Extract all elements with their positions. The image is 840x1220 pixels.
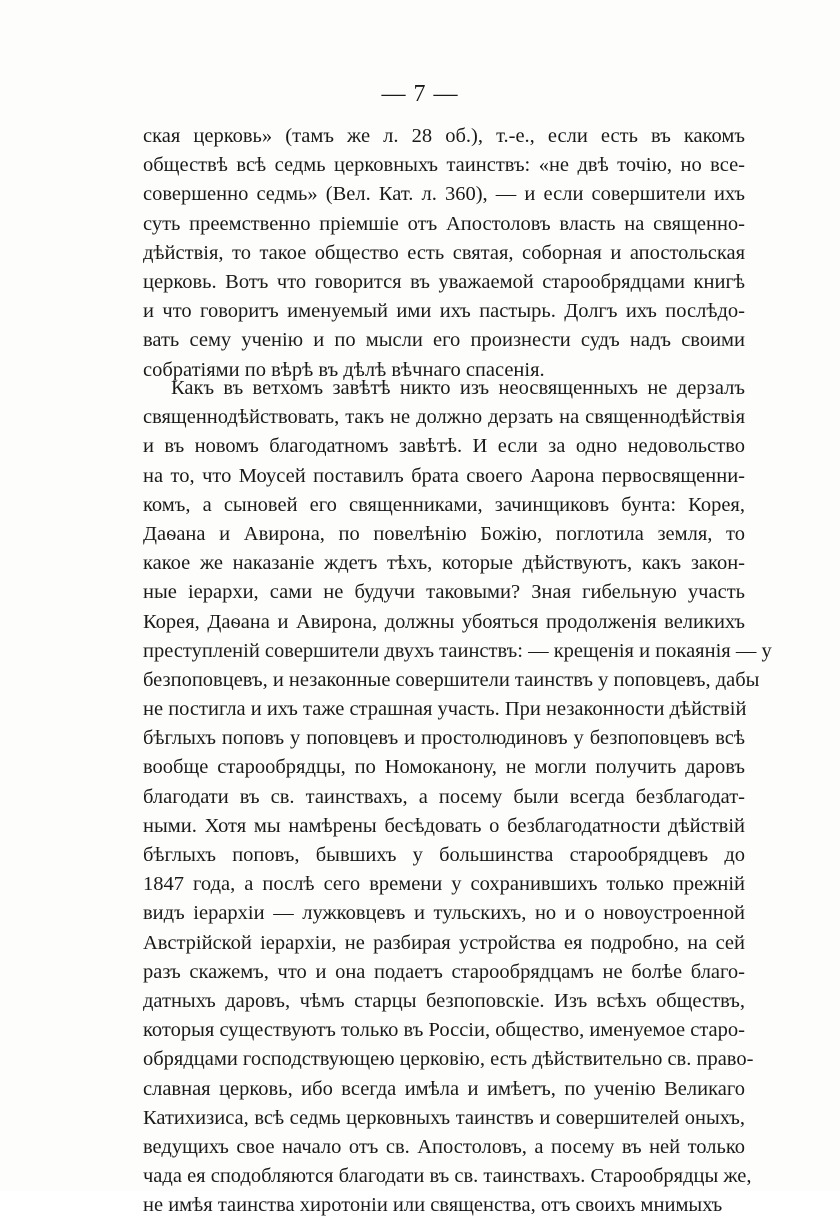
text-line: ведущихъ свое начало отъ св. Апостоловъ, а посему въ ней только bbox=[143, 1135, 745, 1158]
text-line: которыя существуютъ только въ Россіи, общество, именуемое старо- bbox=[143, 1019, 745, 1042]
text-line: комъ, а сыновей его священниками, зачинщиковъ бунта: Корея, bbox=[143, 493, 745, 516]
text-line: суть преемственно пріемшіе отъ Апостоловъ власть на священно- bbox=[143, 212, 745, 235]
text-line: Какъ въ ветхомъ завѣтѣ никто изъ неосвященныхъ не дерзалъ bbox=[171, 377, 745, 399]
text-line: ными. Хотя мы намѣрены бесѣдовать о безблагодатности дѣйствій bbox=[143, 814, 745, 837]
text-line: священнодѣйствовать, такъ не должно дерзать на священнодѣйствія bbox=[143, 406, 745, 429]
text-line: обществѣ всѣ седмь церковныхъ таинствъ: «не двѣ точію, но все- bbox=[143, 154, 745, 177]
text-line: и что говоритъ именуемый ими ихъ пастырь. Долгъ ихъ послѣдо- bbox=[143, 300, 745, 323]
text-line: Катихизиса, всѣ седмь церковныхъ таинствъ и совершителей оныхъ, bbox=[143, 1106, 745, 1129]
text-line: на то, что Моусей поставилъ брата своего Аарона первосвященни- bbox=[143, 464, 745, 487]
text-line: Австрійской іерархіи, не разбирая устройства ея подробно, на сей bbox=[143, 931, 745, 954]
text-line: Корея, Даѳана и Авирона, должны убояться продолженія великихъ bbox=[143, 610, 745, 633]
text-line: дѣйствія, то такое общество есть святая, соборная и апостольская bbox=[143, 241, 745, 264]
paragraph-continuation bbox=[143, 122, 745, 385]
text-line: совершенно седмь» (Вел. Кат. л. 360), — и если совершители ихъ bbox=[143, 183, 745, 206]
text-line: разъ скажемъ, что и она подаетъ старообрядцамъ не болѣе благо- bbox=[143, 960, 745, 983]
page-number: — 7 — bbox=[381, 81, 459, 107]
text-line: ные іерархи, сами не будучи таковыми? Зная гибельную участь bbox=[143, 581, 745, 604]
text-line: вать сему ученію и по мысли его произнести судъ надъ своими bbox=[143, 329, 745, 352]
text-line: 1847 года, а послѣ сего времени у сохранившихъ только прежній bbox=[143, 873, 745, 896]
text-line: датныхъ даровъ, чѣмъ старцы безпоповскіе. Изъ всѣхъ обществъ, bbox=[143, 989, 745, 1012]
text-line: какое же наказаніе ждетъ тѣхъ, которые дѣйствуютъ, какъ закон- bbox=[143, 552, 745, 575]
text-line: церковь. Вотъ что говорится въ уважаемой старообрядцами книгѣ bbox=[143, 270, 745, 293]
text-line: бѣглыхъ поповъ у поповцевъ и простолюдиновъ у безпоповцевъ всѣ bbox=[143, 727, 745, 750]
text-line: вообще старообрядцы, по Номоканону, не могли получить даровъ bbox=[143, 756, 745, 779]
text-line: благодати въ св. таинствахъ, а посему были всегда безблагодат- bbox=[143, 785, 745, 808]
text-line: славная церковь, ибо всегда имѣла и имѣетъ, по ученію Великаго bbox=[143, 1077, 745, 1100]
text-line: преступленій совершители двухъ таинствъ: — крещенія и покаянія — у bbox=[143, 639, 772, 662]
text-line: безпоповцевъ, и незаконные совершители таинствъ у поповцевъ, дабы bbox=[143, 668, 760, 691]
text-line: не имѣя таинства хиротоніи или священства, отъ своихъ мнимыхъ bbox=[143, 1194, 723, 1217]
text-line: ская церковь» (тамъ же л. 28 об.), т.-е., если есть въ какомъ bbox=[143, 125, 745, 147]
text-line: и въ новомъ благодатномъ завѣтѣ. И если за одно недовольство bbox=[143, 435, 745, 458]
text-line: обрядцами господствующею церковію, есть дѣйствительно св. право- bbox=[143, 1048, 754, 1071]
text-line: бѣглыхъ поповъ, бывшихъ у большинства старообрядцевъ до bbox=[143, 844, 745, 866]
text-line: собратіями по вѣрѣ въ дѣлѣ вѣчнаго спасенія. bbox=[143, 358, 545, 381]
text-line: Даѳана и Авирона, по повелѣнію Божію, поглотила земля, то bbox=[143, 522, 745, 545]
text-line: не постигла и ихъ таже страшная участь. При незаконности дѣйствій bbox=[143, 698, 747, 721]
paragraph bbox=[143, 374, 772, 1220]
text-line: видъ іерархіи — лужковцевъ и тульскихъ, но и о новоустроенной bbox=[143, 902, 745, 925]
text-line: чада ея сподобляются благодати въ св. таинствахъ. Старообрядцы же, bbox=[143, 1165, 752, 1188]
